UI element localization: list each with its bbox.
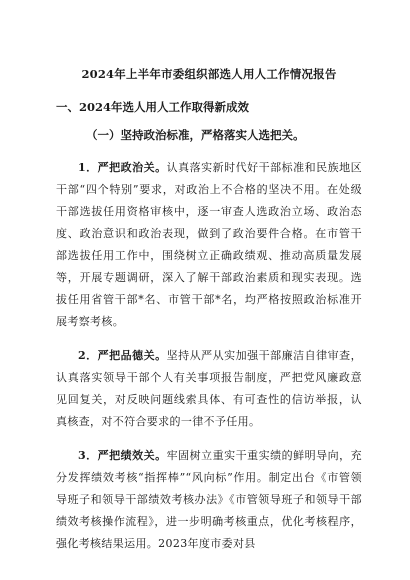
paragraph-political — [56, 157, 362, 333]
subsection-heading: （一）坚持政治标准，严格落实人选把关。 — [86, 128, 305, 142]
paragraph-performance — [56, 445, 362, 555]
document-title: 2024年上半年市委组织部选人用人工作情况报告 — [81, 67, 337, 81]
paragraph-lead: 2．严把品德关。 — [78, 349, 167, 362]
section-heading: 一、2024年选人用人工作取得新成效 — [56, 100, 250, 114]
paragraph-text: 坚持从严从实加强干部廉洁自律审查，认真落实领导干部个人有关事项报告制度，严把党风廉政意见回复关，对反映问题线索具体、有可查性的信访举报，认真核查，对不符合要求的一律不予任用。 — [56, 349, 362, 428]
paragraph-lead: 3．严把绩效关。 — [78, 449, 167, 462]
paragraph-lead: 1．严把政治关。 — [78, 161, 167, 174]
paragraph-text: 认真落实新时代好干部标准和民族地区干部“四个特别”要求，对政治上不合格的坚决不用。在处级干部选拔任用资格审核中，逐一审查人选政治立场、政治态度、政治意识和政治表现，做到了政治要件合格。在市管干部选拔任用工作中，围绕树立正确政绩观、推动高质量发展等，开展专题调研，深入了解干部政治素质和现实表现。选拔任用省管干部*名、市管干部*名，均严格按照政治标准开展考察考核。 — [56, 161, 362, 328]
paragraph-integrity — [56, 345, 362, 433]
paragraph-text: 牢固树立重实干重实绩的鲜明导向，充分发挥绩效考核“指挥棒”“风向标”作用。制定出台《市管领导班子和领导干部绩效考核办法》《市管领导班子和领导干部绩效考核操作流程》，进一步明确考核重点，优化考核程序，强化考核结果运用。2023年度市委对县 — [56, 449, 362, 550]
